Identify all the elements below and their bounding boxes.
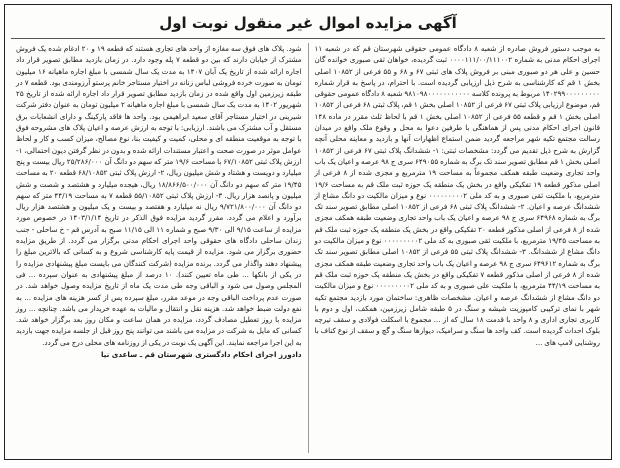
column-divider [308,43,309,453]
notice-title: آگهی مزایده اموال غیر منقول نوبت اول [159,14,457,32]
right-column-text: به موجب دستور فروش صادره از شعبه ۸ دادگاه عمومی حقوقی شهرستان قم که در شعبه ۱۱ اجرای احکام مدنی به شماره ۰۰۰۰۱۱۱/۰۰/۱۱۱۰۰۲ ثبت گردیده، خواهان ثقی صبوری خوانده گان حسین و علی هر دو صبوری مبنی بر فروش پلاک های ثبتی ۶۷ و ۶۸ و ۵۵ فرعی از ۱۰۸۵۲ اصلی بخش ۱ قم که کارشناسی به شرح ذیل ارزیابی گردیده است. با احترام، در پاسخ به قرار شماره ۱۴۰۲۹۹۰۰۰۰۰۰۰۰۰ مربوط به پرونده کلاسه ۹۸۱۰۹۸۰۰۰۰۰۰۰۰۰۰۰ شعبه ۸ دادگاه عمومی حقوقی قم، موضوع ارزیابی پلاک ثبتی ۶۷ فرعی از ۱۰۸۵۲ اصلی بخش ۱ قم، پلاک ثبتی ۶۸ فرعی از ۱۰۸۵۲ اصلی بخش ۱ قم و قطعه ۵۵ فرعی از ۱۰۸۵۲ اصلی بخش ۱ قم با لحاظ ثلث مقرر در ماده ۱۴۸ قانون اجرای احکام مدنی پس از هماهنگی با طرفین دعوا به محل و وقوع ملک واقع در میدان رسالت مجتمع تکیه شهر مراجعه گردید ضمن استماع اظهارات آنها و بازدید و معاینه محلی آنچه گزارش به شرح ذیل تقدیم می گردد: مشخصات ثبتی: ۱- ششدانگ پلاک ثبتی ۶۷ فرعی از ۱۰۸۵۲ اصلی بخش ۱ قم مطابق تصویر سند تک برگ به شماره ۶۴۹۰۵۵ سری ج ۹۸ عرصه و اعیان یک باب واحد تجاری وضعیت طبقه همکف مجموعاً به مساحت ۱۹ مترمربع و مجزی شده از ۸ فرعی از اصلی مذکور قطعه ۱۹ تفکیکی واقع در بخش یک منطقه یک حوزه ثبت ملک قم به مساحت ۱۹/۶ مترمربع، با ملکیت ثقی صبوری و به کد ملی ۰۰۰۰۰۰۰۰۰۲ نوع و میزان مالکیت دو دانگ مشاع از ششدانگ عرصه و اعیان. ۲- ششدانگ پلاک ثبتی ۶۸ فرعی از ۱۰۸۵۲ اصلی مطابق تصویر سند تک برگ به شماره ۶۴۹۶۸ سری ج ۹۸ عرصه و اعیان یک باب واحد تجاری وضعیت طبقه همکف مجزی شده از ۸ فرعی از اصلی مذکور قطعه ۲۰ تفکیکی واقع در بخش یک منطقه یک حوزه ثبت ملک قم به مساحت ۱۹/۴۵ مترمربع، با ملکیت ثقی صبوری به کد ملی ۰۰۰۰۰۰۰۰۰۲ نوع و میزان مالکیت دو دانگ مشاع از ششدانگ. ۳- ششدانگ پلاک ثبتی ۵۵ فرعی از ۱۰۸۵۲ اصلی مطابق تصویر سند تک برگ به شماره ۶۴۹۶۱۲ سری ج ۹۸ عرصه و اعیان یک باب واحد تجاری وضعیت طبقه همکف مجزی شده از ۸ فرعی از اصلی مذکور قطعه ۷ تفکیکی واقع در بخش یک منطقه یک حوزه ثبت ملک قم به مساحت ۴۴/۱۹ مترمربع، با ملکیت علی صبوری و به کد ملی ۰۰۰۰۰۰۰۰۰۲ نوع و میزان مالکیت دو دانگ مشاع از ششدانگ عرصه و اعیان. مشخصات ظاهری: ساختمان مورد بازدید مجتمع تکیه شهر با نمای ترکیبی کامپوزیت شیشه و سنگ در ۵ طبقه شامل زیرزمین، همکف، اول و دوم با کاربری تجاری اداری و ۸ واحد با قدمت ۱۸ سال که از ... مجموع با اسکلت فولادی و سقف تیرچه بلوک احداث گردیده است. کف واحد ها سنگ و سرامیک، دیوارها سنگ و گچ و سقف از نوع کناف با روشنایی لامپ های ... [314,44,601,347]
notice-body [13,43,603,453]
title-divider [11,38,605,39]
left-column-text: شود. پلاک های فوق سه مغازه از واحد های تجاری هستند که قطعه ۱۹ و ۲۰ ادغام شده یک فروش مشترک از خیابان دارند که بین دو قطعه ۷ پله وجود دارد. در زمان بازدید مطابق تصویر قرار داد اجاره ارائه شده از تاریخ یک آبان ۱۴۰۷ به مدت یک سال شمسی با مبلغ اجاره ماهیانه ۱۶ میلیون تومان به صورت خرده فروشی لباس زنانه در اختیار مستاجر خانم پرستو آرزومندی بود. قطعه ۷ در طبقه زیرزمین اول واقع شده در زمان بازدید مطابق تصویر قرار داد اجاره ارائه شده از تاریخ ۲۵ شهریور ۱۴۰۲ به مدت یک سال شمسی با مبلغ اجاره ماهیانه ۲ میلیون تومان به عنوان دفتر شرکت شیرینی در اختیار مستاجر آقای سعید ابراهیمی بود. واحد ها فاقد پارکینگ و دارای انشعابات برق مستقل و آب مشترک می باشند. ارزیابی: با توجه به ارزش عرصه و اعیان پلاک های مشروحه فوق با توجه به موقعیت منطقه ای و محلی، کمیت و کیفیت بنا، نوع مصالح، میزان کسب و کار و لحاظ عوامل موثر در صورت صحت و اعتبار مستندات ارائه شده و بدون در نظر گرفتن دیون احتمالی، ۱- ارزش پلاک ثبتی ۶۷/۱۰۸۵۲ با مساحت ۱۹/۶ متر که سهم دو دانگ آن ۲۵/۲۸۶/۰۰۰ ریال بیست و پنج میلیارد و دویست و هشتاد و شش میلیون ریال، ۲- ارزش پلاک ثبتی ۶۸/۱۰۸۵۲ قطعه ۲۰ به مساحت ۱۹/۴۵ متر که سهم دو دانگ آن ۱۸/۸۶۶/۵۰۰/۰۰۰ ریال، هیجده میلیارد و هشتصد و شصت و شش میلیون و پانصد هزار ریال. ۳- ارزش پلاک ثبتی ۵۵/۱۰۸۵۲ قطعه ۷ به مساحت ۴۴/۱۹ متر که سهم دو دانگ آن ۹/۷۲۱/۸۰۰/۰۰۰ ریال نه میلیارد و هفتصد و بیست و یک میلیون و هشتصد هزار ریال برآورد و اعلام می گردد. مقرر گردید مزایده فوق الذکر در تاریخ ۱۴۰۳/۱/۱۴ در خصوص مورد مزایده از ساعت ۹/۱۵ الی ۹/۳۰ صبح و شماره ۱۱ الی ۱۱/۱۵ صبح به آدرس قم - خ ساحلی - جنب زندان ساحلی دادگاه های حقوقی واحد اجرای احکام مدنی برگزار می گردد. از طریق مزایده حضوری برگزار می شود. مزایده از قیمت پایه کارشناسی شروع و به کسانی که بالاترین مبلغ را پیشنهاد دهند واگذار می گردد. برنده مزایده (شرکت کنندگان می بایست مبلغ پیشنهادی مزایده را در یکی از بانکها ... طی ماه تعیین کنند). ۱۰ درصد از مبلغ پیشنهادی به عنوان سپرده ... فی المجلس وصول می شود و الباقی وجه طی مدت یک ماه از تاریخ مزایده وصول خواهد شد. در صورت عدم پرداخت الباقی وجه در موعد مقرر، مبلغ سپرده پس از کسر هزینه های مزایده ... به نفع دولت ضبط خواهد شد. هزینه نقل و انتقال و مالیات به عهده خریدار می باشد. چنانچه ... روز مزایده با روز تعطیل مصادف گردد، مزایده در همان ساعت و مکان روز بعد برگزار خواهد شد. کسانی که مایل به شرکت در مزایده می باشند می توانند پنج روز قبل از جلسه مزایده جهت بازدید به این اجرا مراجعه نمایند. این آگهی یک نوبت در یکی از روزنامه های محلی درج می گردد. [16,44,302,347]
right-column [312,43,604,453]
left-column [13,43,305,453]
signature-line: دادورز اجرای احکام دادگستری شهرستان قم ـ ساعدی نیا [100,350,302,360]
auction-notice [4,4,612,460]
